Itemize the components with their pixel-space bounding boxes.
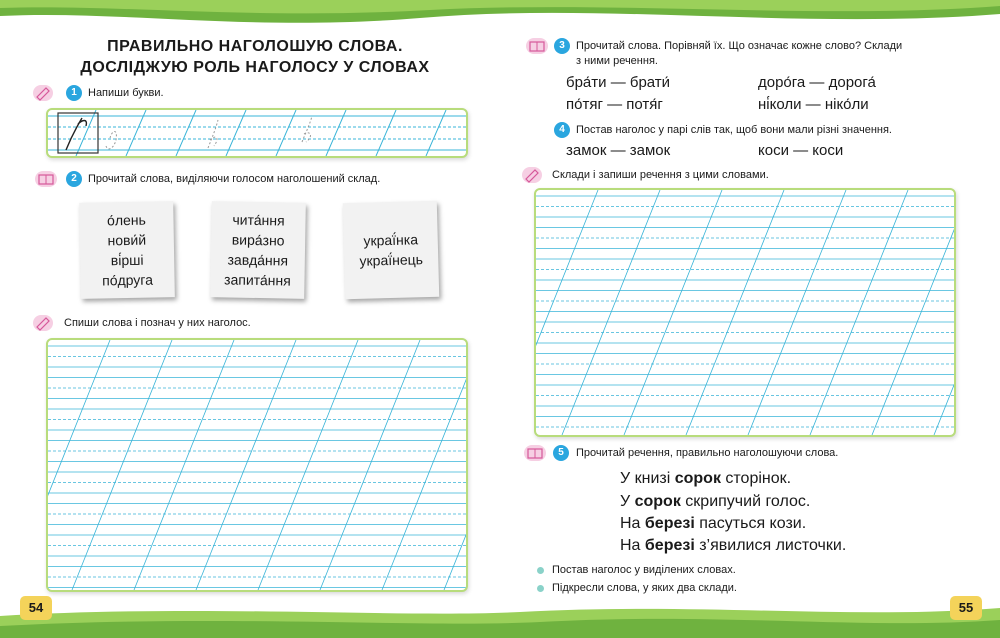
word-pair: доро́га — дорога́	[758, 74, 876, 91]
writing-area-right[interactable]	[534, 188, 956, 437]
task2-number: 2	[66, 171, 82, 187]
page-number-left: 54	[20, 596, 52, 620]
writing-area-left[interactable]	[46, 338, 468, 592]
sentence-text: сторінок.	[720, 470, 792, 487]
word-pair-stress: замок — замок	[566, 142, 671, 159]
task2-text: Прочитай слова, виділяючи голосом наголошений склад.	[88, 173, 381, 185]
bullet-text-1: Постав наголос у виділених словах.	[552, 564, 736, 576]
task3-number: 3	[554, 38, 570, 54]
word-pair-stress: коси — коси	[758, 142, 844, 159]
sentence-bold-word: сорок	[674, 470, 721, 487]
sentence-text: На	[620, 537, 645, 554]
sentence-3	[620, 513, 806, 535]
sentence-4	[620, 535, 846, 557]
page-number-right: 55	[950, 596, 982, 620]
bottom-wave-decoration	[0, 598, 1000, 638]
sentence-2	[620, 491, 810, 513]
page-title-line2: ДОСЛІДЖУЮ РОЛЬ НАГОЛОСУ У СЛОВАХ	[80, 59, 430, 76]
sentence-text: з’явилися листочки.	[694, 537, 847, 554]
book-icon	[35, 171, 57, 187]
word-pair: ні́коли — ніко́ли	[758, 96, 869, 113]
card-word: ві́рші	[110, 251, 144, 269]
pencil-icon	[33, 85, 53, 101]
card-word: запита́ння	[223, 271, 291, 289]
ruling-lines-left	[48, 340, 466, 590]
sentence-text: скрипучий голос.	[680, 493, 811, 510]
sentence-text: У книзі	[620, 470, 675, 487]
sentence-bold-word: сорок	[634, 493, 681, 510]
task5-number: 5	[553, 445, 569, 461]
sentence-bold-word: березі	[644, 537, 695, 554]
ruling-lines-strip	[48, 110, 466, 156]
bullet-dot	[537, 585, 544, 592]
card-word: завда́ння	[227, 251, 289, 269]
word-card-2	[210, 201, 306, 299]
task4-text: Постав наголос у парі слів так, щоб вони мали різні значення.	[576, 124, 892, 136]
task1-text: Напиши букви.	[88, 87, 164, 99]
card-word: чита́ння	[232, 211, 285, 229]
compose-task-text: Склади і запиши речення з цими словами.	[552, 169, 769, 181]
sentence-1	[620, 468, 791, 490]
bullet-dot	[537, 567, 544, 574]
word-pair: по́тяг — потя́г	[566, 96, 663, 113]
card-word: нови́й	[107, 231, 147, 249]
sentence-text: У	[620, 493, 635, 510]
word-card-3	[343, 201, 439, 299]
task1-number: 1	[66, 85, 82, 101]
book-icon	[526, 38, 548, 54]
task3-text-line2: з ними речення.	[576, 55, 658, 67]
copy-task-text: Спиши слова і познач у них наголос.	[64, 317, 251, 329]
pencil-icon	[522, 167, 542, 183]
card-word: вира́зно	[231, 231, 285, 249]
card-word: украї́нець	[359, 251, 424, 269]
sentence-bold-word: березі	[644, 515, 695, 532]
top-wave-decoration	[0, 0, 1000, 30]
card-word: украї́нка	[363, 231, 419, 249]
bullet-text-2: Підкресли слова, у яких два склади.	[552, 582, 737, 594]
book-icon	[524, 445, 546, 461]
card-word: о́лень	[106, 211, 147, 229]
word-card-1	[79, 201, 175, 299]
task4-number: 4	[554, 122, 570, 138]
pencil-icon	[33, 315, 53, 331]
task3-text-line1: Прочитай слова. Порівняй їх. Що означає кожне слово? Склади	[576, 40, 903, 52]
letter-writing-strip[interactable]	[46, 108, 468, 158]
card-word: по́друга	[102, 271, 154, 289]
task5-text: Прочитай речення, правильно наголошуючи слова.	[576, 447, 839, 459]
sentence-text: пасуться кози.	[694, 515, 807, 532]
page-title-line1: ПРАВИЛЬНО НАГОЛОШУЮ СЛОВА.	[107, 38, 403, 55]
ruling-lines-right	[536, 190, 954, 435]
word-pair: бра́ти — брати́	[566, 74, 671, 91]
sentence-text: На	[620, 515, 645, 532]
